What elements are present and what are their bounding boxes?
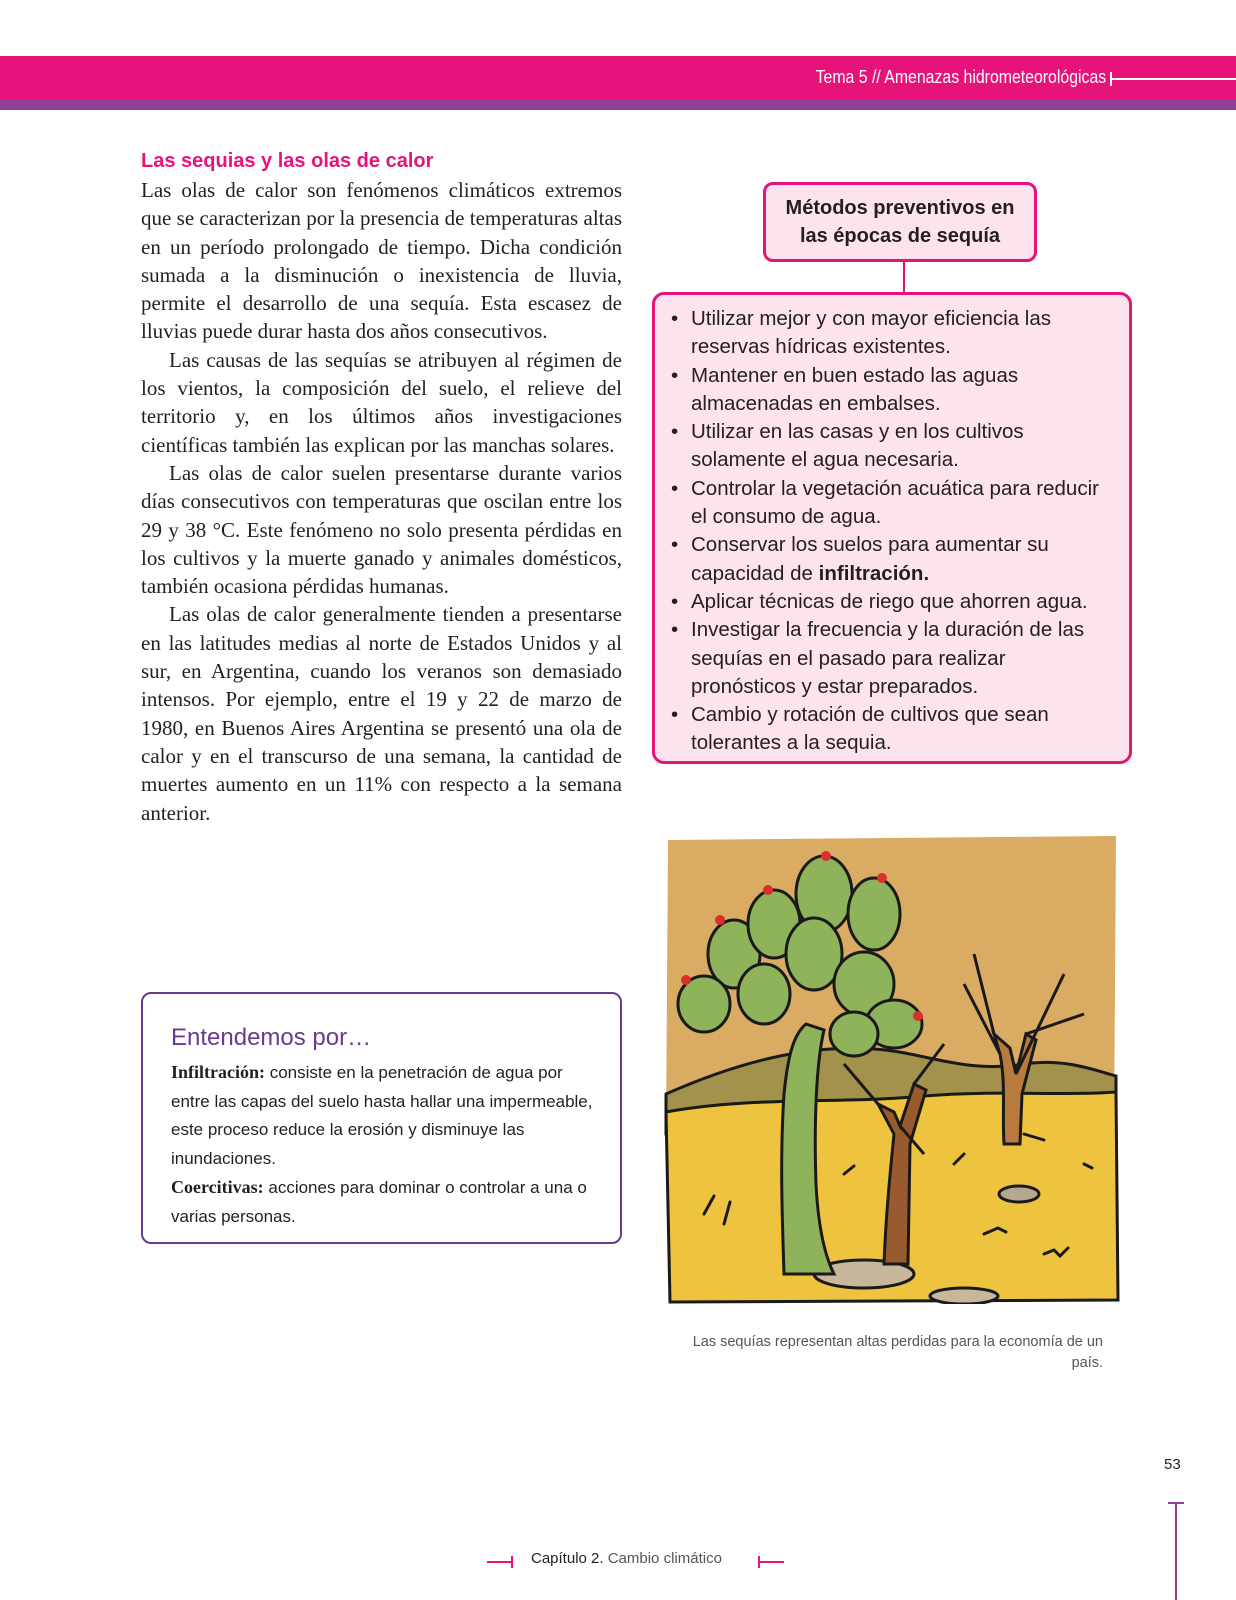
footer-chapter-title: Cambio climático — [603, 1550, 722, 1567]
methods-title: Métodos preventivos en las épocas de sequía — [785, 197, 1015, 247]
definition-term: Coercitivas: — [171, 1177, 264, 1197]
list-item: • Investigar la frecuencia y la duración de las sequías en el pasado para realizar pronósticos y estar preparados. — [671, 618, 1085, 698]
list-item: • Utilizar en las casas y en los cultivos solamente el agua necesaria. — [671, 420, 1024, 472]
section-title: Las sequias y las olas de calor — [141, 150, 434, 172]
paragraph: Las olas de calor suelen presentarse durante varios días consecutivos con temperaturas que oscilan entre los 29 y 38 °C. Este fenómeno no solo presenta pérdidas en los cultivos y la muerte ganado y animales domésticos, también ocasiona pérdidas humanas. — [141, 460, 622, 599]
definition-term: Infiltración: — [171, 1062, 265, 1082]
footer — [0, 1550, 1236, 1574]
footer-chapter-number: Capítulo 2. — [531, 1550, 604, 1567]
header-band-stripe — [0, 100, 1236, 110]
definitions-box — [141, 992, 622, 1244]
header-rule — [1112, 78, 1236, 80]
list-item: • Controlar la vegetación acuática para reducir el consumo de agua. — [671, 476, 1099, 529]
bullet-icon: • — [671, 420, 679, 444]
rock — [930, 1288, 998, 1304]
list-item: • Utilizar mejor y con mayor eficiencia las reservas hídricas existentes. — [671, 307, 1052, 359]
definition-text: acciones para dominar o controlar a una o varias personas. — [171, 1178, 587, 1226]
bullet-icon: • — [671, 533, 679, 557]
illustration-caption: Las sequías representan altas perdidas para la economía de un país. — [692, 1334, 1103, 1371]
rock — [999, 1186, 1039, 1202]
methods-connector — [903, 262, 905, 292]
bullet-icon: • — [671, 618, 679, 642]
bullet-icon: • — [671, 703, 679, 727]
paragraph: Las olas de calor generalmente tienden a presentarse en las latitudes medias al norte de Estados Unidos y al sur, en Argentina, cuando los veranos son demasiado intensos. Por ejemplo, entre el 19 y 22 de marzo de 1980, en Buenos Aires Argentina se presentó una ola de calor y en el transcurso de una semana, la cantidad de muertes aumento en un 11% con respecto a la semana anterior. — [141, 602, 622, 825]
running-title: Tema 5 // Amenazas hidrometeorológicas — [815, 67, 1106, 87]
footer-rule-left — [487, 1561, 513, 1563]
body-text — [141, 176, 622, 827]
methods-list — [671, 305, 1115, 758]
definition-entry — [171, 1173, 594, 1231]
definition-text: consiste en la penetración de agua por entre las capas del suelo hasta hallar una impermeable, este proceso reduce la erosión y disminuye las inundaciones. — [171, 1063, 593, 1168]
footer-rule-left-tick — [511, 1556, 513, 1568]
methods-title-box — [763, 182, 1037, 262]
bold-term: infiltración. — [818, 561, 930, 585]
paragraph: Las causas de las sequías se atribuyen al régimen de los vientos, la composición del suelo, el relieve del territorio y, en los últimos años investigaciones científicas también las explican por las manchas solares. — [141, 347, 622, 457]
page-number: 53 — [1164, 1456, 1181, 1473]
list-item: • Conservar los suelos para aumentar su capacidad de infiltración. — [671, 533, 1049, 585]
methods-box — [652, 292, 1132, 764]
bullet-icon: • — [671, 307, 679, 330]
list-item: • Mantener en buen estado las aguas almacenadas en embalses. — [671, 363, 1019, 415]
bullet-icon: • — [671, 589, 679, 613]
footer-chapter — [531, 1550, 722, 1567]
paragraph: Las olas de calor son fenómenos climáticos extremos que se caracterizan por la presencia de temperaturas altas en un período prolongado de tiempo. Dicha condición sumada a la disminución o inexistencia de lluvia, permite el desarrollo de una sequía. Esta escasez de lluvias puede durar hasta dos años consecutivos. — [141, 178, 622, 344]
list-item: • Cambio y rotación de cultivos que sean tolerantes a la sequia. — [671, 703, 1049, 755]
desert-cactus-trees-illustration — [664, 834, 1120, 1304]
list-item: • Aplicar técnicas de riego que ahorren agua. — [671, 588, 1115, 616]
footer-rule-right — [758, 1561, 784, 1563]
bullet-icon: • — [671, 363, 679, 387]
bullet-icon: • — [671, 476, 679, 500]
definition-entry — [171, 1058, 594, 1173]
definitions-title: Entendemos por… — [171, 1024, 372, 1051]
